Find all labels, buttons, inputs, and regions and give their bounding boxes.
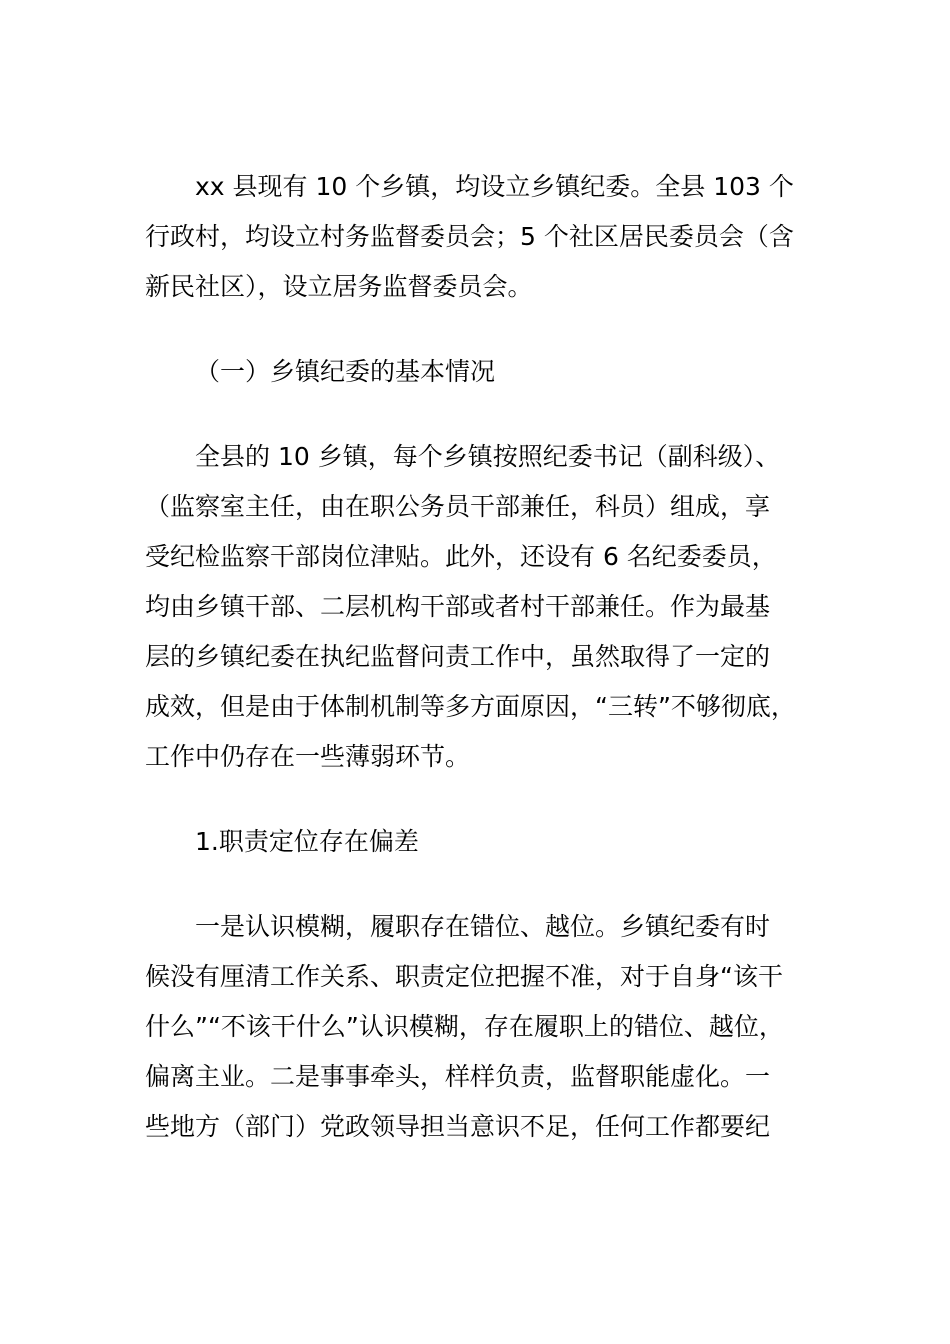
intro-line-1: xx 县现有 10 个乡镇，均设立乡镇纪委。全县 103 个 — [195, 172, 794, 201]
basic-line-6: 成效，但是由于体制机制等多方面原因，“三转”不够彻底， — [145, 692, 796, 721]
positioning-line-5: 些地方（部门）党政领导担当意识不足，任何工作都要纪 — [145, 1112, 771, 1141]
section-heading-basic: （一）乡镇纪委的基本情况 — [195, 357, 496, 386]
basic-line-2: （监察室主任，由在职公务员干部兼任，科员）组成，享 — [145, 492, 771, 521]
intro-line-3: 新民社区），设立居务监督委员会。 — [145, 272, 533, 301]
basic-line-1: 全县的 10 乡镇，每个乡镇按照纪委书记（副科级）、 — [195, 442, 781, 471]
basic-line-7: 工作中仍存在一些薄弱环节。 — [145, 742, 471, 771]
positioning-line-1: 一是认识模糊，履职存在错位、越位。乡镇纪委有时 — [195, 912, 771, 941]
basic-line-4: 均由乡镇干部、二层机构干部或者村干部兼任。作为最基 — [145, 592, 771, 621]
section-heading-positioning: 1.职责定位存在偏差 — [195, 827, 419, 856]
intro-line-2: 行政村，均设立村务监督委员会；5 个社区居民委员会（含 — [145, 222, 794, 251]
basic-line-5: 层的乡镇纪委在执纪监督问责工作中，虽然取得了一定的 — [145, 642, 771, 671]
positioning-line-2: 候没有厘清工作关系、职责定位把握不准，对于自身“该干 — [145, 962, 783, 991]
positioning-line-4: 偏离主业。二是事事牵头，样样负责，监督职能虚化。一 — [145, 1062, 771, 1091]
positioning-line-3: 什么”“不该干什么”认识模糊，存在履职上的错位、越位， — [145, 1012, 784, 1041]
basic-line-3: 受纪检监察干部岗位津贴。此外，还设有 6 名纪委委员， — [145, 542, 777, 571]
